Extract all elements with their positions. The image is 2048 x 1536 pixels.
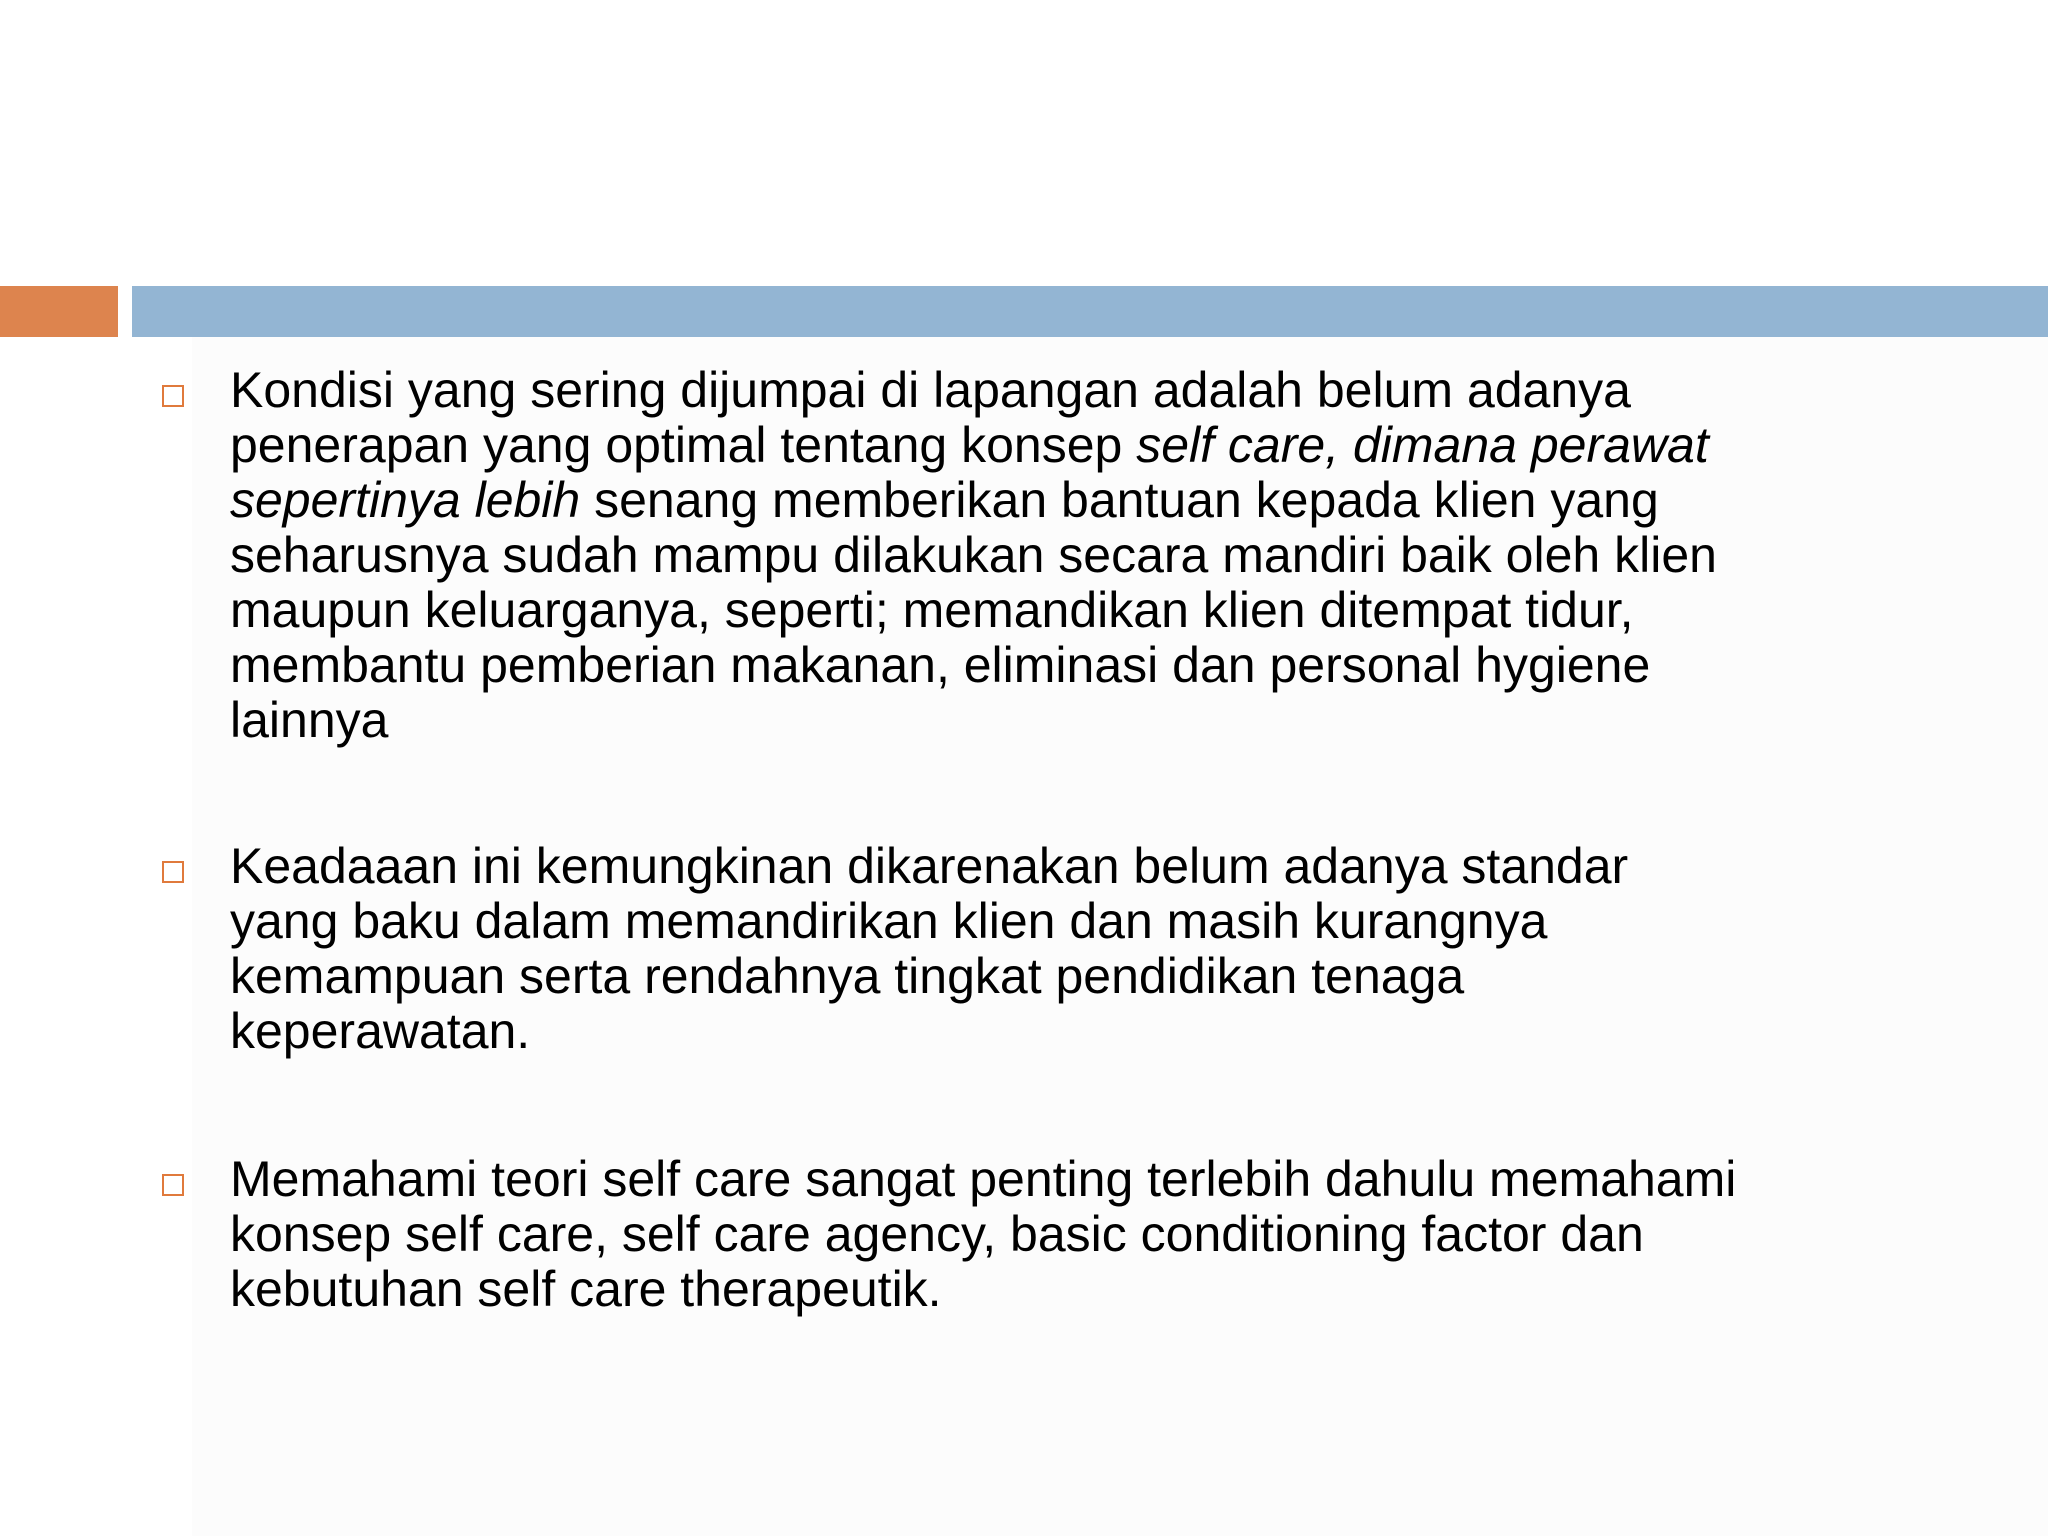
square-bullet-icon <box>162 1174 184 1196</box>
bullet-item-1-text <box>230 363 1970 748</box>
bullet-1-text-before: Kondisi yang sering dijumpai di lapangan adalah belum adanya penerapan yang optimal tentang konsep <box>230 362 1631 473</box>
bullet-1-text-italic: self care, dimana perawat sepertinya lebih <box>230 417 1709 528</box>
square-bullet-icon <box>162 385 184 407</box>
square-bullet-icon <box>162 861 184 883</box>
bullet-1-text-after: senang memberikan bantuan kepada klien yang seharusnya sudah mampu dilakukan secara mandiri baik oleh klien maupun keluarganya, seperti; memandikan klien ditempat tidur, membantu pemberian makanan, eliminasi dan personal hygiene lainnya <box>230 472 1717 748</box>
bullet-item-2-text: Keadaaan ini kemungkinan dikarenakan belum adanya standar yang baku dalam memandirikan klien dan masih kurangnya kemampuan serta rendahnya tingkat pendidikan tenaga keperawatan. <box>230 838 1629 1059</box>
bullet-item-3-text: Memahami teori self care sangat penting terlebih dahulu memahami konsep self care, self care agency, basic conditioning factor dan kebutuhan self care therapeutik. <box>230 1151 1737 1317</box>
